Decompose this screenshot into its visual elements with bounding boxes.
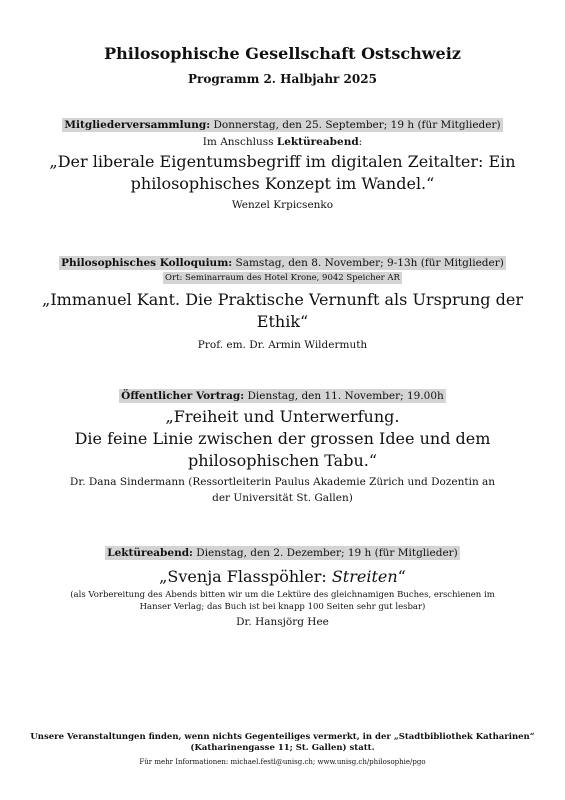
event-details: Donnerstag, den 25. September; 19 h (für Mitglieder) (210, 119, 501, 131)
event-details: Samstag, den 8. November; 9-13h (für Mitglieder) (232, 257, 504, 269)
footer (0, 732, 565, 768)
footer-address: (Katharinengasse 11; St. Gallen) statt. (190, 743, 375, 753)
event-label: Philosophisches Kolloquium: (61, 257, 233, 269)
event-heading-highlight (105, 546, 460, 560)
event-note: (als Vorbereitung des Abends bitten wir um die Lektüre des gleichnamigen Buches, erschienen im Hanser Verlag; das Buch ist bei knapp 100 Seiten sehr gut lesbar) (70, 590, 495, 612)
event-heading-highlight (119, 389, 446, 403)
event-kolloquium (0, 256, 565, 353)
page-title: Philosophische Gesellschaft Ostschweiz (104, 44, 461, 63)
event-speaker: Dr. Dana Sindermann (Ressortleiterin Paulus Akademie Zürich und Dozentin an der Universität St. Gallen) (69, 476, 496, 504)
event-speaker: Dr. Hansjörg Hee (236, 616, 329, 628)
footer-info: Für mehr Informationen: michael.festl@unisg.ch; www.unisg.ch/philosophie/pgo (139, 758, 426, 766)
event-topic: „Svenja Flasspöhler: Streiten“ (159, 567, 406, 586)
event-followup: Im Anschluss Lektüreabend: (202, 136, 363, 148)
event-topic: „Der liberale Eigentumsbegriff im digitalen Zeitalter: Ein philosophisches Konzept im Wandel.“ (49, 152, 516, 193)
event-details: Dienstag, den 11. November; 19.00h (244, 390, 444, 402)
event-label: Lektüreabend: (107, 547, 193, 559)
event-topic: „Freiheit und Unterwerfung. Die feine Linie zwischen der grossen Idee und dem philosophischen Tabu.“ (74, 407, 491, 470)
event-label: Öffentlicher Vortrag: (121, 390, 245, 402)
event-lektuereabend (0, 546, 565, 630)
footer-venue-line: Unsere Veranstaltungen finden, wenn nichts Gegenteiliges vermerkt, in der „Stadtbibliothek Katharinen“ (30, 732, 535, 742)
event-vortrag (0, 389, 565, 506)
event-mitgliederversammlung (0, 118, 565, 213)
event-speaker: Prof. em. Dr. Armin Wildermuth (197, 339, 368, 351)
event-details: Dienstag, den 2. Dezember; 19 h (für Mitglieder) (192, 547, 458, 559)
event-heading-highlight (62, 118, 502, 132)
event-topic: „Immanuel Kant. Die Praktische Vernunft als Ursprung der Ethik“ (42, 290, 523, 331)
event-heading-highlight (59, 256, 506, 270)
page-subtitle: Programm 2. Halbjahr 2025 (188, 72, 377, 86)
footer-venue: „Stadtbibliothek Katharinen“ (393, 732, 535, 742)
event-label: Mitgliederversammlung: (64, 119, 211, 131)
event-location: Ort: Seminarraum des Hotel Krone, 9042 Speicher AR (165, 273, 400, 283)
event-speaker: Wenzel Krpicsenko (231, 199, 334, 211)
